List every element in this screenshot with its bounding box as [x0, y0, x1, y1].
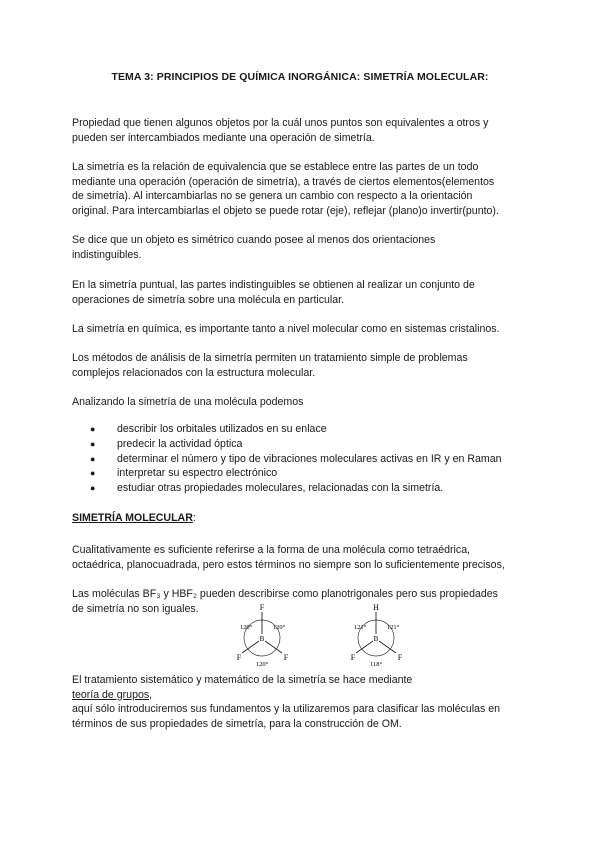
bf3-atom-left: F	[236, 653, 242, 662]
bf3-atom-center: B	[259, 635, 265, 643]
hbf2-structure-diagram	[334, 600, 424, 668]
bullet-icon: ●	[90, 438, 96, 449]
list-item: ● estudiar otras propiedades moleculares, relacionadas con la simetría.	[90, 482, 444, 495]
group-theory-link[interactable]: teoría de grupos,	[72, 688, 153, 701]
bullet-icon: ●	[90, 453, 96, 464]
paragraph-analyzing: Analizando la simetría de una molécula podemos	[72, 396, 304, 408]
hbf2-angle-right: 121°	[386, 624, 400, 631]
paragraph-equivalence: La simetría es la relación de equivalencia que se establece entre las partes de un todo mediante una operación (operación de simetría), a través de ciertos elementos(elementos de simetría). Al intercambiarlas no se genera un cambio con respecto a la orientación original. Para intercambiarlas el objeto se puede rotar (eje), reflejar (plano)o invertir(punto).	[72, 161, 499, 217]
hbf2-atom-top: H	[373, 603, 379, 612]
paragraph-group-theory: El tratamiento sistemático y matemático de la simetría se hace mediante teoría de grupos, aquí sólo introduciremos sus fundamentos y la utilizaremos para clasificar las moléculas en términos de sus propiedades de simetría, para la construcción de OM.	[72, 673, 532, 731]
hbf2-angle-left: 121°	[353, 624, 367, 631]
bullet-icon: ●	[90, 483, 96, 494]
section-heading: SIMETRÍA MOLECULAR:	[72, 512, 196, 524]
hbf2-angle-bottom: 118°	[369, 661, 383, 668]
paragraph-chemistry: La simetría en química, es importante tanto a nivel molecular como en sistemas cristalinos.	[72, 323, 500, 335]
bf3-angle-right: 120°	[272, 624, 286, 631]
bullet-list	[90, 422, 502, 496]
bf3-angle-bottom: 120°	[255, 661, 269, 668]
hbf2-atom-right: F	[397, 653, 403, 662]
bf3-atom-top: F	[259, 603, 265, 612]
page-title: TEMA 3: PRINCIPIOS DE QUÍMICA INORGÁNICA: SIMETRÍA MOLECULAR:	[111, 71, 489, 83]
hbf2-atom-left: F	[350, 653, 356, 662]
bf3-atom-right: F	[283, 653, 289, 662]
list-item: ● predecir la actividad óptica	[90, 437, 243, 450]
paragraph-qualitative: Cualitativamente es suficiente referirse a la forma de una molécula como tetraédrica, octaédrica, planocuadrada, pero estos términos no siempre son lo suficientemente precisos,	[72, 544, 505, 571]
paragraph-symmetric-object: Se dice que un objeto es simétrico cuando posee al menos dos orientaciones indistinguibles.	[72, 234, 436, 261]
list-item: ● describir los orbitales utilizados en su enlace	[90, 423, 327, 435]
list-item: ● interpretar su espectro electrónico	[90, 467, 278, 480]
bullet-icon: ●	[90, 468, 96, 479]
hbf2-atom-center: B	[373, 635, 379, 643]
bf3-structure-diagram	[220, 600, 310, 668]
bf3-angle-left: 120°	[239, 624, 253, 631]
list-item: ● determinar el número y tipo de vibraciones moleculares activas en IR y en Raman	[90, 452, 502, 465]
bullet-icon: ●	[90, 424, 96, 434]
paragraph-molecules: Las moléculas BF₃ y HBF₂ pueden describirse como planotrigonales pero sus propiedades de simetría no son iguales.	[72, 588, 498, 615]
paragraph-definition: Propiedad que tienen algunos objetos por la cuál unos puntos son equivalentes a otros y pueden ser intercambiados mediante una operación de simetría.	[72, 117, 489, 144]
paragraph-methods: Los métodos de análisis de la simetría permiten un tratamiento simple de problemas complejos relacionados con la estructura molecular.	[72, 352, 468, 379]
paragraph-point-symmetry: En la simetría puntual, las partes indistinguibles se obtienen al realizar un conjunto de operaciones de simetría sobre una molécula en particular.	[72, 279, 475, 306]
